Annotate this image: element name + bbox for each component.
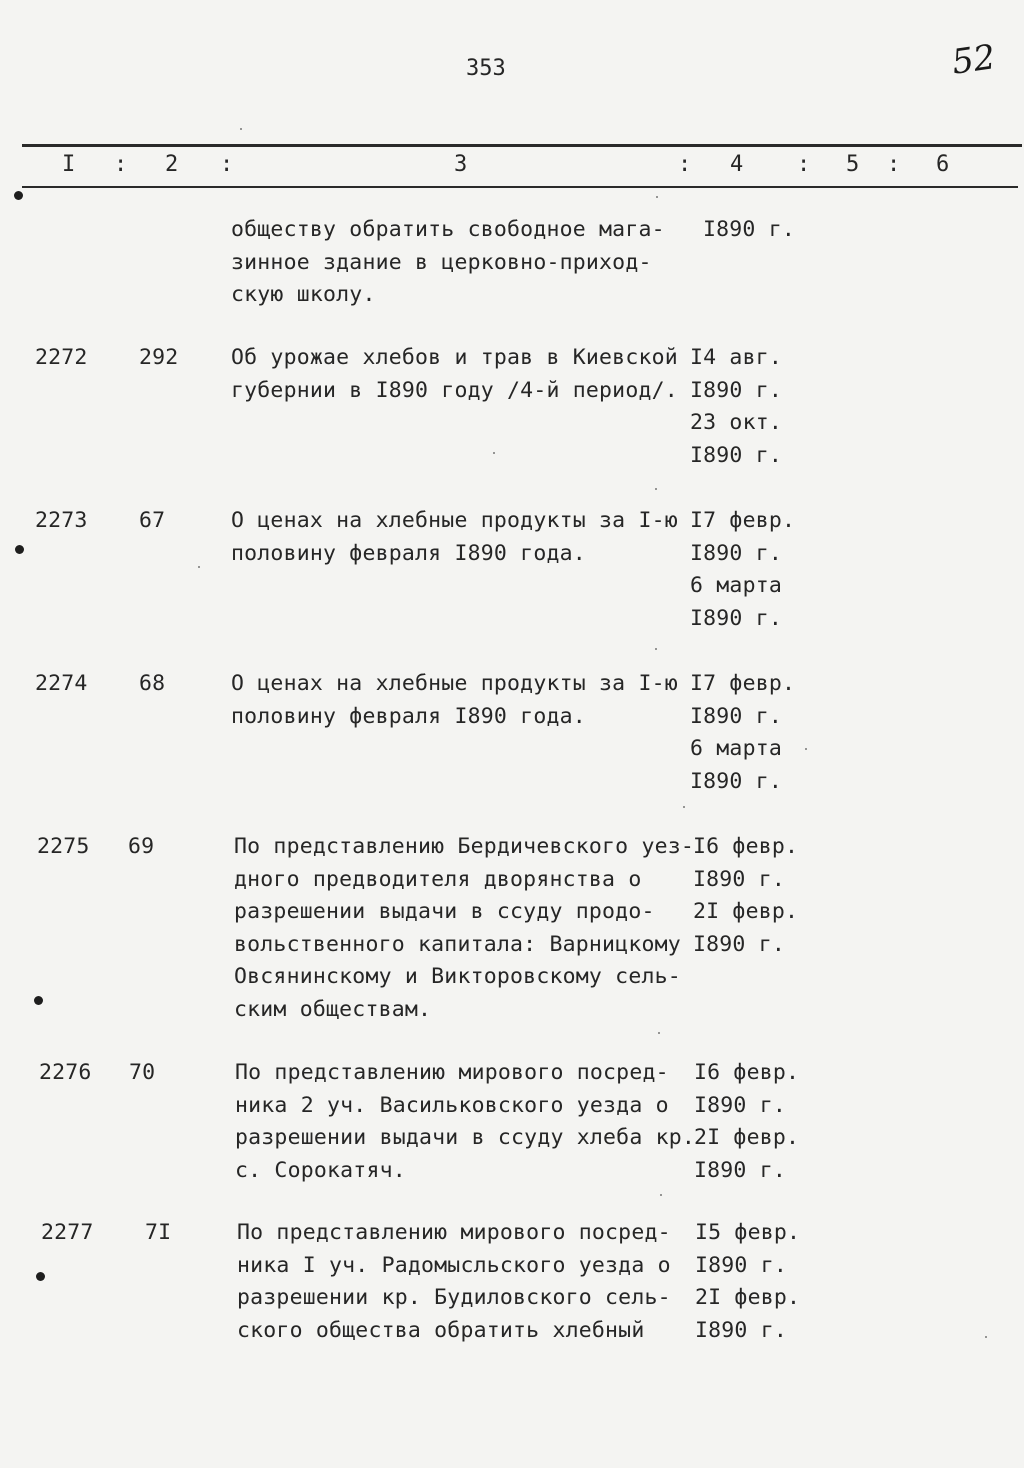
col-separator: : <box>887 152 901 177</box>
col-header-2: 2 <box>165 152 179 177</box>
header-rule-top <box>22 144 1022 147</box>
page-number: 353 <box>466 56 506 81</box>
entry-title: По представлению мирового посред- ника 2 уч. Васильковского уезда о разрешении выдачи в ссуду хлеба кр. с. Сорокатяч. <box>235 1060 696 1183</box>
entry-number: 2272 <box>35 345 88 370</box>
entry-title: О ценах на хлебные продукты за I-ю половину февраля I890 года. <box>231 671 678 729</box>
entry-title: По представлению Бердичевского уез- дного предводителя дворянства о разрешении выдачи в ссуду продо- вольственного капитала: Варницкому Овсянинскому и Викторовскому сель- ским обществам. <box>234 834 695 1022</box>
entry-title: По представлению мирового посред- ника I уч. Радомысльского уезда о разрешении кр. Будиловского сель- ского общества обратить хлебный <box>237 1220 671 1343</box>
punch-hole-mark <box>36 1272 45 1281</box>
entry-dates: I6 февр. I890 г. 2I февр. I890 г. <box>694 1060 800 1183</box>
col-separator: : <box>678 152 692 177</box>
entry-title: обществу обратить свободное мага- зинное здание в церковно-приход- скую школу. <box>231 217 665 307</box>
scan-speck <box>658 1032 660 1034</box>
entry-dates: I5 февр. I890 г. 2I февр. I890 г. <box>695 1220 801 1343</box>
scan-speck <box>198 566 200 568</box>
entry-folio: 69 <box>128 834 155 859</box>
entry-number: 2274 <box>35 671 88 696</box>
scan-speck <box>985 1336 987 1338</box>
punch-hole-mark <box>34 996 43 1005</box>
scan-speck <box>660 1194 662 1196</box>
scan-speck <box>655 488 657 490</box>
entry-folio: 70 <box>129 1060 156 1085</box>
col-header-1: I <box>62 152 76 177</box>
entry-number: 2275 <box>37 834 90 859</box>
col-header-5: 5 <box>846 152 860 177</box>
col-header-6: 6 <box>936 152 950 177</box>
scan-speck <box>655 648 657 650</box>
col-separator: : <box>220 152 234 177</box>
punch-hole-mark <box>15 545 24 554</box>
header-rule-bottom <box>22 186 1018 188</box>
scan-speck <box>240 128 242 130</box>
entry-number: 2276 <box>39 1060 92 1085</box>
entry-folio: 67 <box>139 508 166 533</box>
entry-dates: I890 г. <box>703 217 796 242</box>
col-separator: : <box>114 152 128 177</box>
col-header-3: 3 <box>454 152 468 177</box>
col-separator: : <box>797 152 811 177</box>
entry-dates: I7 февр. I890 г. 6 марта I890 г. <box>690 671 796 794</box>
entry-dates: I7 февр. I890 г. 6 марта I890 г. <box>690 508 796 631</box>
scan-speck <box>683 806 685 808</box>
entry-number: 2273 <box>35 508 88 533</box>
scan-speck <box>493 452 495 454</box>
handwritten-folio-number: 52 <box>949 37 998 83</box>
entry-dates: I6 февр. I890 г. 2I февр. I890 г. <box>693 834 799 957</box>
entry-number: 2277 <box>41 1220 94 1245</box>
entry-title: О ценах на хлебные продукты за I-ю половину февраля I890 года. <box>231 508 678 566</box>
entry-dates: I4 авг. I890 г. 23 окт. I890 г. <box>690 345 783 468</box>
scan-speck <box>656 196 658 198</box>
punch-hole-mark <box>14 191 23 200</box>
entry-folio: 292 <box>139 345 179 370</box>
entry-folio: 7I <box>145 1220 172 1245</box>
col-header-4: 4 <box>730 152 744 177</box>
scan-speck <box>805 748 807 750</box>
entry-folio: 68 <box>139 671 166 696</box>
entry-title: Об урожае хлебов и трав в Киевской губернии в I890 году /4-й период/. <box>231 345 678 403</box>
